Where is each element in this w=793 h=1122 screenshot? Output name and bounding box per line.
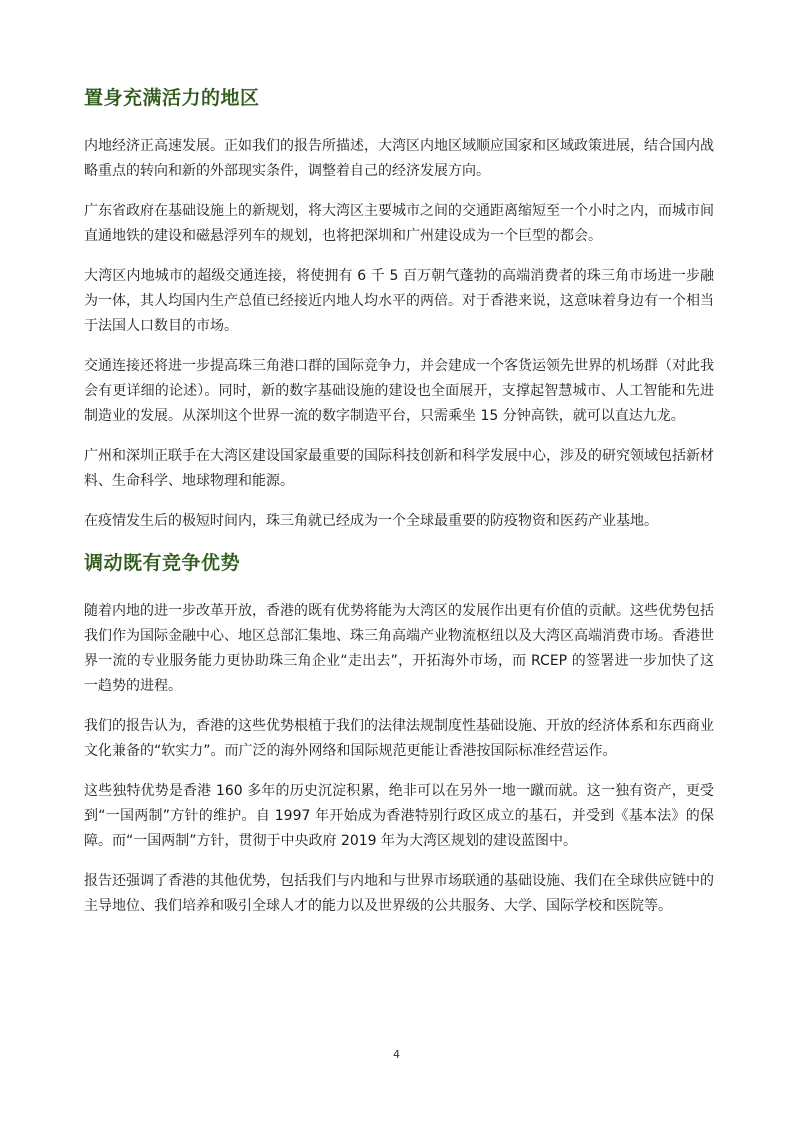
paragraph: 在疫情发生后的极短时间内，珠三角就已经成为一个全球最重要的防疫物资和医药产业基地。 [84,513,658,529]
paragraph: 这些独特优势是香港 160 多年的历史沉淀积累，绝非可以在另外一地一蹴而就。这一独有资产，更受到“一国两制”方针的维护。自 1997 年开始成为香港特别行政区成立的基石，并受到《基本法》的保障。而“一国两制”方针，贯彻于中央政府 2019 年为大湾区规划的建设蓝图中。 [84,783,714,849]
paragraph: 随着内地的进一步改革开放，香港的既有优势将能为大湾区的发展作出更有价值的贡献。这些优势包括我们作为国际金融中心、地区总部汇集地、珠三角高端产业物流枢纽以及大湾区高端消费市场。香港世界一流的专业服务能力更协助珠三角企业“走出去”，开拓海外市场，而 RCEP 的签署进一步加快了这一趋势的进程。 [84,603,714,694]
paragraph: 内地经济正高速发展。正如我们的报告所描述，大湾区内地区域顺应国家和区域政策进展，结合国内战略重点的转向和新的外部现实条件，调整着自己的经济发展方向。 [84,138,714,179]
paragraph: 大湾区内地城市的超级交通连接，将使拥有 6 千 5 百万朝气蓬勃的高端消费者的珠三角市场进一步融为一体，其人均国内生产总值已经接近内地人均水平的两倍。对于香港来说，这意味着身边有一个相当于法国人口数目的市场。 [84,268,714,334]
paragraph: 广州和深圳正联手在大湾区建设国家最重要的国际科技创新和科学发展中心，涉及的研究领域包括新材料、生命科学、地球物理和能源。 [84,448,714,489]
page-number: 4 [393,1048,400,1061]
page-content [84,84,714,934]
paragraph: 报告还强调了香港的其他优势，包括我们与内地和与世界市场联通的基础设施、我们在全球供应链中的主导地位、我们培养和吸引全球人才的能力以及世界级的公共服务、大学、国际学校和医院等。 [84,873,714,914]
paragraph: 我们的报告认为，香港的这些优势根植于我们的法律法规制度性基础设施、开放的经济体系和东西商业文化兼备的“软实力”。而广泛的海外网络和国际规范更能让香港按国际标准经营运作。 [84,718,714,759]
paragraph: 交通连接还将进一步提高珠三角港口群的国际竞争力，并会建成一个客货运领先世界的机场群（对此我会有更详细的论述）。同时，新的数字基础设施的建设也全面展开，支撑起智慧城市、人工智能和先进制造业的发展。从深圳这个世界一流的数字制造平台，只需乘坐 15 分钟高铁，就可以直达九龙。 [84,358,714,424]
section-heading-vibrant-region: 置身充满活力的地区 [84,87,260,109]
paragraph: 广东省政府在基础设施上的新规划，将大湾区主要城市之间的交通距离缩短至一个小时之内，而城市间直通地铁的建设和磁悬浮列车的规划，也将把深圳和广州建设成为一个巨型的都会。 [84,203,714,244]
section-heading-competitive-advantages: 调动既有竞争优势 [84,552,241,574]
